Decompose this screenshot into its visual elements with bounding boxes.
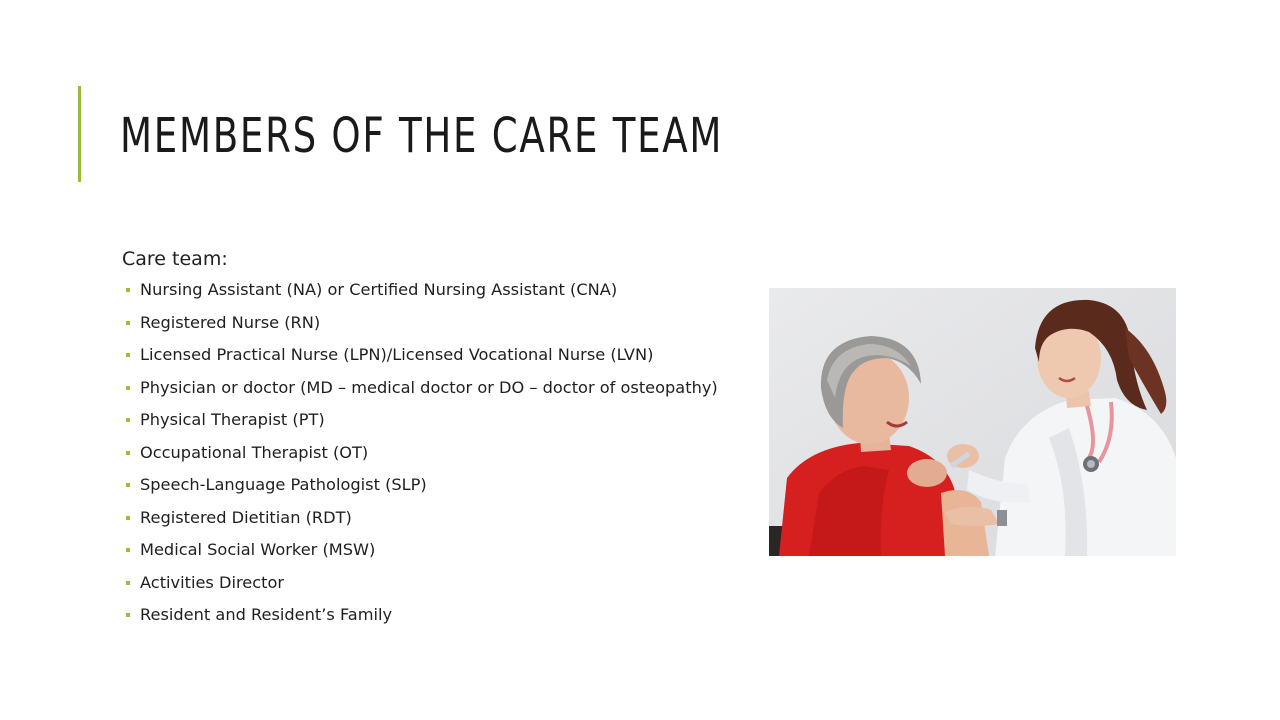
- list-item: [122, 441, 722, 465]
- bullet-icon: [126, 613, 130, 617]
- bullet-icon: [126, 451, 130, 455]
- list-item-text: Speech-Language Pathologist (SLP): [140, 475, 427, 494]
- list-item: [122, 376, 722, 400]
- bullet-icon: [126, 548, 130, 552]
- list-item: [122, 278, 722, 302]
- list-item: [122, 408, 722, 432]
- bullet-icon: [126, 288, 130, 292]
- list-item: [122, 473, 722, 497]
- list-item: [122, 311, 722, 335]
- list-item-text: Activities Director: [140, 572, 285, 592]
- photo-illustration: [769, 288, 1176, 556]
- list-item: [122, 538, 722, 562]
- content-area: [122, 244, 722, 636]
- list-item-text: Resident and Resident’s Family: [140, 605, 393, 624]
- list-item: [122, 506, 722, 530]
- list-item: [122, 343, 722, 367]
- list-item-text: Licensed Practical Nurse (LPN)/Licensed Vocational Nurse (LVN): [140, 345, 654, 364]
- list-item-text: Registered Nurse (RN): [140, 312, 321, 332]
- list-item: [122, 571, 722, 595]
- slide-title: MEMBERS OF THE CARE TEAM: [120, 108, 724, 164]
- title-accent-bar: [78, 86, 81, 182]
- bullet-icon: [126, 581, 130, 585]
- bullet-icon: [126, 483, 130, 487]
- bullet-icon: [126, 516, 130, 520]
- list-item-text: Nursing Assistant (NA) or Certified Nursing Assistant (CNA): [140, 280, 618, 299]
- list-item-text: Occupational Therapist (OT): [140, 442, 369, 462]
- bullet-icon: [126, 353, 130, 357]
- lead-text: Care team:: [122, 248, 228, 270]
- list-item-text: Physical Therapist (PT): [140, 410, 325, 429]
- nurse-vaccinating-patient-photo: [769, 288, 1176, 556]
- bullet-icon: [126, 321, 130, 325]
- list-item-text: Medical Social Worker (MSW): [140, 540, 376, 559]
- bullet-icon: [126, 386, 130, 390]
- list-item-text: Physician or doctor (MD – medical doctor or DO – doctor of osteopathy): [140, 377, 718, 397]
- list-item-text: Registered Dietitian (RDT): [140, 507, 352, 527]
- care-team-list: [122, 278, 722, 627]
- bullet-icon: [126, 418, 130, 422]
- list-item: [122, 603, 722, 627]
